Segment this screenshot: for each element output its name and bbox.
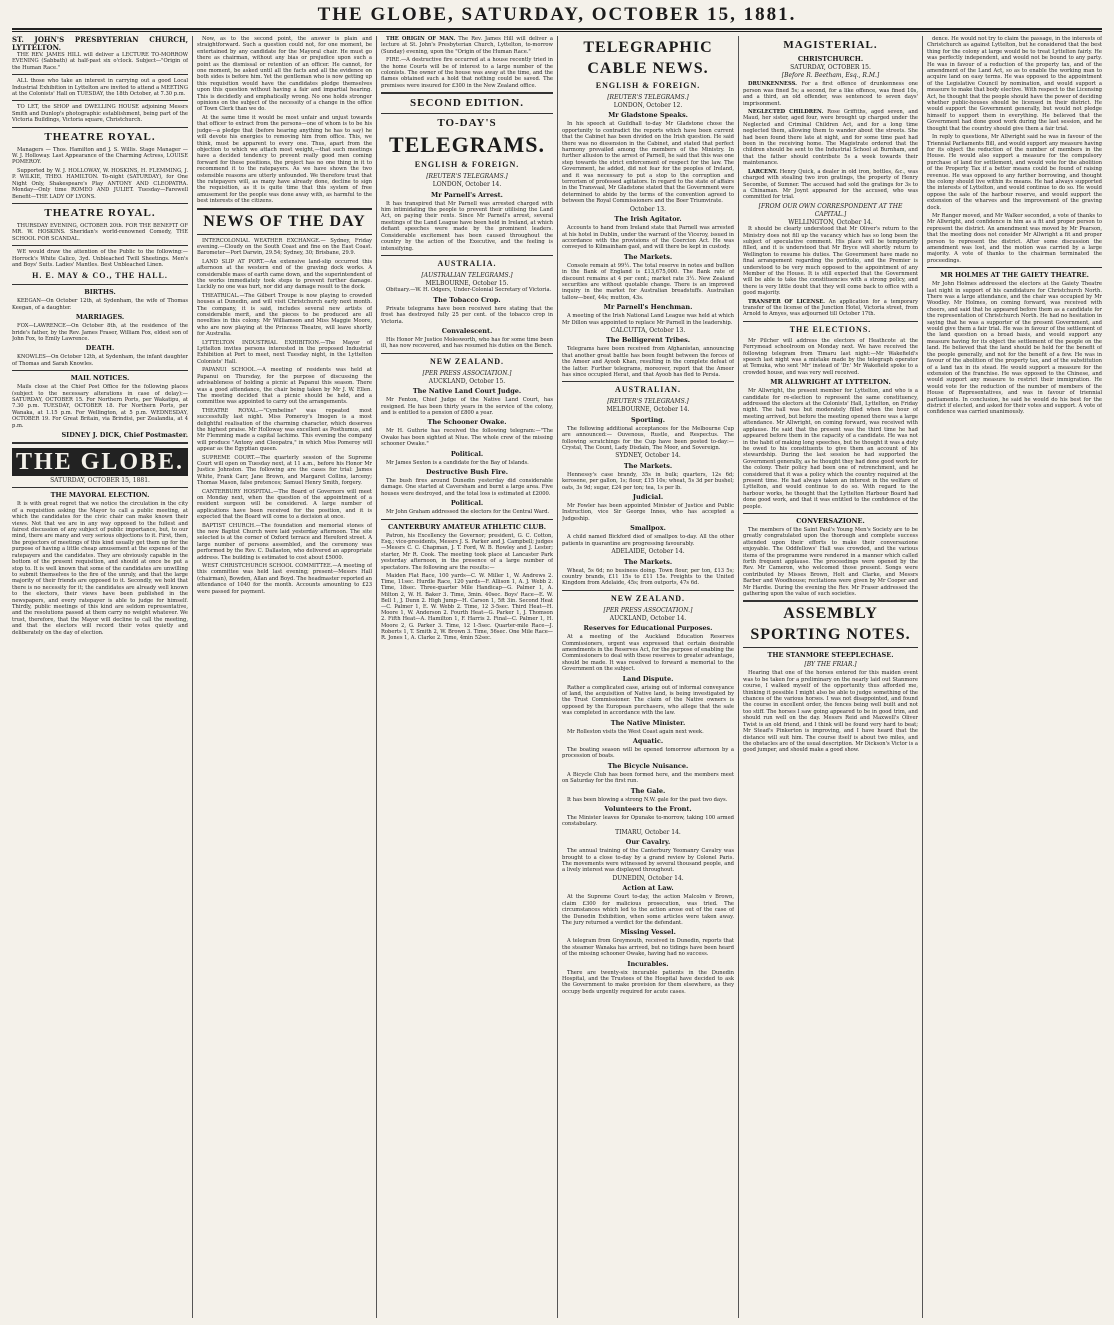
subheading: Judicial. bbox=[632, 493, 664, 502]
dateline: WELLINGTON, October 14. bbox=[788, 218, 873, 226]
origin-of-man-notice: THE ORIGIN OF MAN. The Rev. James Hill will deliver a lecture at St. John's Presbyterian Church, Lyttelton, to-morrow (Sunday) evening, upon the "Origin of the Human Race." bbox=[381, 36, 553, 55]
article-body: Patron, his Excellency the Governor; president, G. C. Cotton, Esq.; vice-presidents, Messrs J. S. Parker and J. Campbell; judges—Messrs C. C. Chapman, J. T. Ford, W. B. Rowley and J. Lester; starter, Mr R. Cook. The meeting took place at Lancaster Park yesterday afternoon, in the presence of a large number of spectators. The following are the results:— bbox=[381, 532, 553, 571]
court-case: LARCENY. Henry Quick, a dealer in old iron, bottles, &c., was charged with stealing two iron gratings, the property of Henry Secombe, of Sumner. The accused had sold the gratings for 3s to a Chinaman. Mr Joynt appeared for the accused, who was committed for trial. bbox=[743, 168, 918, 201]
article-body: At the Supreme Court to-day, the action Malcolm v Brown, claim £300 for malicious prosecution, was tried. The circumstances which led to the action arose out of the case of the Dunedin Exhibition, when some articles were taken away. The jury returned a verdict for the defendant. bbox=[562, 894, 734, 926]
telegraphic-heading: TELEGRAPHIC bbox=[583, 39, 713, 56]
theatre-royal-ad-title: THEATRE ROYAL. bbox=[44, 130, 156, 143]
correspondent-tag: [FROM OUR OWN CORRESPONDENT AT THE CAPITAL.] bbox=[758, 202, 903, 218]
article-body: Hennessy's case brandy, 35s in bulk; quarters, 12s 6d; kerosene, per gallon, 1s; flour, £15 10s; wheat, 5s 3d per bushel; oats, 3s 9d; sugar, £24 per ton; tea, 1s per lb. bbox=[562, 471, 734, 491]
article-body: In reply to questions, Mr Allwright said he was in favour of the Triennial Parliaments Bill, and would support any measure having for its object the reduction of the number of members in the House. He would also support a measure for the compulsory purchase of land for settlement, and would vote for the abolition of the Property Tax if a better means could be found of raising revenue. He was opposed to any further borrowing, and thought the colony should live within its means. He had always supported the interests of Lyttelton, and would continue to do so. He would oppose the sale of the harbour reserve, and would support the extension of the wharves and the improvement of the graving dock. bbox=[927, 134, 1102, 211]
subheading: Our Cavalry. bbox=[625, 838, 671, 847]
article-body: It has been blowing a strong N.W. gale for the past two days. bbox=[567, 796, 728, 803]
subheading: The Gale. bbox=[630, 786, 666, 795]
subheading: The Markets. bbox=[623, 252, 673, 261]
dateline: AUCKLAND, October 14. bbox=[609, 614, 687, 622]
subheading: Political. bbox=[450, 449, 484, 458]
reuters-tag: [REUTER'S TELEGRAMS.] bbox=[607, 94, 689, 101]
article-body: Wheat, 5s 6d; no business doing. Town flour, per ton, £13 5s; country brands, £11 15s to £11 15s. Freights to the United Kingdom from Adelaide, 45s; from outports, 47s 6d. bbox=[562, 567, 734, 587]
article-body: Hearing that one of the horses entered for this maiden event was to be taken for a preliminary on the nearly laid out Stanmore course, I walked myself of the opportunity thus afforded me, thinking it possible I might also be able to judge something of the chances of the various horses. I was not disappointed, and found the course in excellent order, the fences being well built and not too stiff. The horses I saw going appeared to be in good trim, and should run well on the day. Messrs Reid and Maxwell's Oliver Twist is an old friend, and I think will be found very hard to beat; Mr Stead's Pinkerton is improving, and I have heard that the distance will suit him. The course itself is about two miles, and the obstacles are of the usual description. Mr Dickson's Victor is a good jumper, and should make a good show. bbox=[743, 670, 918, 754]
article-body: A child named Bickford died of smallpox to-day. All the other patients in quarantine are progressing favourably. bbox=[562, 534, 734, 547]
leader-title: THE MAYORAL ELECTION. bbox=[50, 491, 150, 500]
court-case: TRANSFER OF LICENSE. An application for a temporary transfer of the license of the Junction Hotel, Victoria street, from Arnold to Amyes, was adjourned till October 17th. bbox=[743, 298, 918, 318]
dateline: ADELAIDE, October 14. bbox=[611, 548, 685, 556]
article-body: Accounts to hand from Ireland state that Parnell was arrested at his hotel in Dublin, under the warrant of the Viceroy, issued in accordance with the provisions of the Coercion Act. He was conveyed to Kilmainham gaol, and will there be kept in custody. bbox=[562, 225, 734, 251]
article-body: Mr Pilcher will address the electors of Heathcote at the Ferrymead schoolroom on Monday next. We have received the following telegram from Timaru last night:—Mr Wakefield's speech last night was a mistake made by the telegraph operator at Temuka, who sent 'Mr' instead of 'Dr.' Mr Wakefield spoke to a crowded house, and was very well received. bbox=[743, 337, 918, 376]
drapery-ad: WE would draw the attention of the Public to the following:— Horrock's White Calico, 3yd. Unbleached Twill Sheetings. Men's and Boys' Suits. Ladies' Mantles. Best Unbleached Linen. bbox=[12, 249, 188, 268]
article-body: It has transpired that Mr Parnell was arrested charged with him intimidating the people to prevent their utilising the Land Act, on paying their rents. Since Mr Parnell's arrest, several meetings of the Land League have been held in Ireland, at which defiant speeches were made by the prominent leaders. Considerable excitement has been caused throughout the country by the action of the Executive, and the feeling is intensifying. bbox=[381, 200, 553, 252]
theatre-cast: Supported by W. J. HOLLOWAY, W. HOSKINS, H. FLEMMING, J. P. WILKIE, THEO. HAMILTON. To-night (SATURDAY), for One Night Only, Shakespeare's Play ANTONY AND CLEOPATRA. Monday—Only time ROMEO AND JULIET. Tuesday—Farewell Benefit—THE LADY OF LYONS. bbox=[12, 167, 188, 200]
exhibition-ad-body: ALL those who take an interest in carrying out a good Local Industrial Exhibition in Lyttelton are invited to attend a MEETING at the Colonists' Hall on TUESDAY, the 18th October, at 7.30 p.m. bbox=[12, 78, 188, 98]
dateline: DUNEDIN, October 14. bbox=[612, 874, 684, 882]
dateline: October 13. bbox=[629, 205, 666, 213]
dateline: SATURDAY, OCTOBER 15. bbox=[790, 64, 871, 71]
column-2 bbox=[197, 36, 372, 1318]
article-body: Mr James Sexton is a candidate for the Bay of Islands. bbox=[386, 459, 529, 466]
article-body: dence. He would not try to claim the passage, in the interests of Christchurch as against Lyttelton, but he considered that the best thing for the colony at large would be to treat Lyttelton fairly. He was perfectly independent, and would not be bound to any party. He was in favour of a reduction of the property tax, and of the amendment of the Land Act, so as to enable the working man to acquire land on easy terms. He was opposed to the appointment of the Legislative Council by nomination, and would support a measure to make that body elective. With respect to the Licensing Act, he thought that the people should have the power of deciding whether public-houses should be licensed in their district. He would support the Government generally, but would not pledge himself to support them in everything. He believed that the Government had done good work during the last session, and he thought that the country should give them a fair trial. bbox=[927, 36, 1102, 132]
column-divider bbox=[922, 36, 923, 1318]
news-item: SUPREME COURT.—The quarterly session of the Supreme Court will open on Tuesday next, at 11 a.m., before his Honor Mr Justice Johnston. The following are the cases for trial: James White, Frank Carr, Jane Brown, and Margaret Collins, larceny; Thomas Mason, false pretences; Samuel Henry Smith, forgery. bbox=[197, 454, 372, 487]
subheading: The Markets. bbox=[623, 461, 673, 470]
athletic-club-heading: CANTERBURY AMATEUR ATHLETIC CLUB. bbox=[388, 522, 546, 531]
article-body: His Honor Mr Justice Molesworth, who has for some time been ill, has now recovered, and has resumed his duties on the Bench. bbox=[381, 336, 553, 350]
new-zealand-heading: NEW ZEALAND. bbox=[610, 593, 686, 603]
subheading: Reserves for Educational Purposes. bbox=[583, 624, 713, 633]
subheading: Convalescent. bbox=[441, 326, 493, 335]
dateline: MELBOURNE, October 15. bbox=[425, 279, 509, 287]
masthead: THE GLOBE, SATURDAY, OCTOBER 15, 1881. bbox=[317, 4, 797, 25]
subheading: The Belligerent Tribes. bbox=[605, 336, 691, 345]
subheading: Land Dispute. bbox=[622, 674, 674, 683]
dateline: MELBOURNE, October 14. bbox=[606, 406, 690, 414]
subheading: Mr Gladstone Speaks. bbox=[608, 111, 688, 120]
column-divider bbox=[738, 36, 739, 1318]
article-body: The following additional acceptances for the Melbourne Cup are announced:— Ouvenous, Rustle, and Respectus. The following scratchings for the Cup have been posted to-day:—Crystal, The Count, Lady Disdain, The Moor, and Sovereign. bbox=[562, 425, 734, 452]
english-foreign-heading: ENGLISH & FOREIGN. bbox=[414, 160, 520, 170]
subheading: The Native Minister. bbox=[610, 718, 686, 727]
merchant-name: H. E. MAY & CO., THE HALL. bbox=[32, 271, 168, 281]
theatre-royal-benefit-title: THEATRE ROYAL. bbox=[44, 206, 156, 219]
article-body: Rather a complicated case, arising out of informal conveyance of land, the acquisition of Native land, is being investigated by the Trust Commissioner. The claim of the Native owners is opposed by the European purchasers, who allege that the sale was completed in accordance with the law. bbox=[562, 684, 734, 717]
dateline: SYDNEY, October 14. bbox=[615, 452, 681, 460]
dateline: CALCUTTA, October 13. bbox=[610, 326, 686, 334]
leader-continued: Now, as to the second point, the answer is plain and straightforward. Such a question could not, for one moment, be entertained by any candidate for the Mayoral chair. He must go there as chairman, without any bias or prejudice upon such a point as the dismissal or retention of an officer. He cannot, for one moment, be asked until all the facts and all the evidence on both sides is before him. Yet the gentleman who is now getting up this requisition would have the candidates pledge themselves upon this question without having a fair and impartial hearing. This is decidedly and emphatically wrong. No one holds stronger opinions on the subject of the necessity of a change in the office of Town Clerk than we do. bbox=[197, 36, 372, 113]
subheading: Volunteers to the Front. bbox=[604, 805, 692, 814]
article-body: A meeting of the Irish National Land League was held at which Mr Dillon was appointed to replace Mr Parnell in the leadership. bbox=[562, 313, 734, 326]
subheading: Sporting. bbox=[630, 415, 665, 424]
dateline: AUCKLAND, October 15. bbox=[428, 377, 506, 385]
dateline: LONDON, October 14. bbox=[432, 181, 502, 189]
column-1 bbox=[12, 36, 188, 1318]
subheading: Missing Vessel. bbox=[620, 928, 676, 937]
article-body: It should be clearly understood that Mr Oliver's return to the Ministry does not fill up the vacancy which has so long been the subject of speculative comment. His place will be temporarily filled, and it is understood that Mr Bryce will shortly return to Wellington to resume his duties. The Government have made no final arrangement regarding the portfolio, and the Premier is understood to be very much opposed to the appointment of any Member of the House. It is still expected that the Government will be able to take the constituencies with a strong policy, and there is very little doubt that they will come back to office with a good majority. bbox=[743, 226, 918, 297]
news-item: THEATRE ROYAL.—"Cymbeline" was repeated most successfully last night. Miss Pomeroy's Imogen is a most delightful realisation of the charming character, which deserves the highest praise. Mr Holloway was excellent as Posthumus, and Mr Flemming made a capital Iachimo. This evening the company will produce "Antony and Cleopatra," in which Miss Pomeroy will appear as the Egyptian queen. bbox=[197, 407, 372, 453]
article-body: There are twenty-six incurable patients in the Dunedin Hospital, and the Trustees of the Hospital have decided to ask the Government to make provision for them elsewhere, as they occupy beds urgently required for acute cases. bbox=[562, 969, 734, 995]
byline: [BY THE FRIAR.] bbox=[804, 661, 857, 669]
shop-to-let-ad: TO LET, the SHOP and DWELLING HOUSE adjoining Messrs Smith and Dunlop's photographic establishment, being part of the Victoria Buildings, Victoria square, Christchurch. bbox=[12, 104, 188, 124]
article-body: A Bicycle Club has been formed here, and the members meet on Saturday for the first run. bbox=[562, 771, 734, 785]
news-item: CANTERBURY HOSPITAL.—The Board of Governors will meet on Monday next, when the question of the appointment of a resident surgeon will be considered. A large number of applications have been received for the position, and it is expected that the Board will come to a decision at once. bbox=[197, 488, 372, 521]
subheading: The Tobacco Crop. bbox=[433, 295, 501, 304]
article-body: Console remain at 99½. The total reserve in notes and bullion in the Bank of England is £13,675,000. The Bank rate of discount remains at 4 per cent.; market rate 3½. New Zealand securities are without quotable change. There is an improved inquiry in the market for Australian breadstuffs. Australian tallow—beef, 44s; mutton, 43s. bbox=[562, 262, 734, 301]
dateline: TIMARU, October 14. bbox=[615, 828, 681, 836]
globe-date: SATURDAY, OCTOBER 15, 1881. bbox=[50, 477, 150, 485]
article-body: Private telegrams have been received here stating that the frost has destroyed fully 25 per cent. of the tobacco crop in Victoria. bbox=[381, 305, 553, 325]
deaths-notice: KNOWLES—On October 12th, at Sydenham, the infant daughter of Thomas and Sarah Knowles. bbox=[12, 354, 188, 367]
article-body: Mr Allwright, the present member for Lyttelton, and who is a candidate for re-election to represent the same constituency, addressed the electors at the Colonists' Hall, Lyttelton, on Friday night. The hall was but moderately filled when the hour of meeting arrived, but before the meeting opened there was a large attendance. Mr Allwright, on coming forward, was received with applause. He said that the present was the third time he had appeared before them in the capacity of a candidate. He was not in the habit of making long speeches, but he thought it was a duty he owed to his constituents to give them an account of his stewardship. During the last session he had supported the Government generally, as he thought they had done good work for the colony. Their policy had been one of retrenchment, and he considered that it was a policy which the country required at the present time. He had always taken an interest in the welfare of Lyttelton, and would continue to do so. With regard to the harbour works, he thought that the Lyttelton Harbour Board had done good work, and that it was entitled to the confidence of the people. bbox=[743, 388, 918, 510]
column-divider bbox=[376, 36, 377, 1318]
mail-notices-body: Mails close at the Chief Post Office for the following places (subject to the necessary alterations in case of delay):— SATURDAY, OCTOBER 15. For Northern Ports, per Wakatipu, at 7.30 p.m. TUESDAY, OCTOBER 18. For Northern Ports, per Wanaka, at 1.15 p.m. For Wellington, at 5 p.m. WEDNESDAY, OCTOBER 19. For Great Britain, via Brindisi, per Zealandia, at 4 p.m. bbox=[12, 384, 188, 429]
masthead-rule-secondary bbox=[12, 31, 1102, 32]
column-6 bbox=[927, 36, 1102, 1318]
article-body: The members of the Saint Paul's Young Men's Society are to be greatly congratulated upon the thorough and complete success attended upon their efforts to make their conversazione enjoyable. The Oddfellows' Hall was crowded, and the various items of the programme were rendered in a manner which called forth frequent applause. The proceedings were opened by the Rev. Mr Cameron, who welcomed those present. Songs were contributed by Misses Brown, Holt and Clarke, and Messrs Barber and Woodhouse; recitations were given by Mr Cooper and Mr Hardie. During the evening the Rev. Mr Fraser addressed the gathering upon the value of such societies. bbox=[743, 526, 918, 598]
australia-heading: AUSTRALIA. bbox=[437, 258, 497, 268]
subheading: The Irish Agitator. bbox=[614, 215, 682, 224]
news-item: PAPANUI SCHOOL.—A meeting of residents was held at Papanui on Thursday, for the purpose of discussing the advisableness of holding a picnic at Papanui this season. There was a good attendance, the chair being taken by Mr J. W. Ellen. The meeting decided that a picnic should be held, and a committee was appointed to carry out the arrangements. bbox=[197, 367, 372, 406]
marriages-notice: FOX—LAWRENCE—On October 8th, at the residence of the bride's father, by the Rev. James Fraser, William Fox, eldest son of John Fox, to Emily Lawrence. bbox=[12, 323, 188, 342]
column-4 bbox=[562, 36, 734, 1318]
news-of-the-day-heading: NEWS OF THE DAY bbox=[203, 212, 366, 230]
church-ad-body: THE REV. JAMES HILL will deliver a LECTURE TO-MORROW EVENING (Sabbath) at half-past six o'clock. Subject—"Origin of the Human Race." bbox=[12, 52, 188, 71]
telegrams-heading: TELEGRAMS. bbox=[388, 132, 546, 158]
masthead-rule bbox=[12, 28, 1102, 30]
telegrams-tag: [AUSTRALIAN TELEGRAMS.] bbox=[421, 271, 513, 279]
subheading: Aquatic. bbox=[632, 737, 664, 745]
race-results: Maiden Flat Race, 100 yards—C. W. Miller 1, W. Andrews 2. Time, 11sec. Hurdle Race, 120 yards—F. Allison 1, A. J. Webb 2. Time, 18sec. Three-quarter Mile Handicap—G. Palmer 1, A. Milton 2, W. H. Baker 3. Time, 3min. 40sec. Boys' Race—E. W. Bell 1, J. Dunn 2. High Jump—H. Carson 1, 5ft 3in. Second Heat—C. Palmer 1, E. W. Webb 2. Time, 12 3-5sec. Third Heat—H. Moore 1, W. Anderson 2. Fourth Heat—G. Parker 1, J. Thomson 2. Fifth Heat—A. Hamilton 1, F. Harris 2. Final—C. Palmer 1, H. Moore 2, G. Parker 3. Time, 12 1-5sec. Quarter-mile Race—J. Roberts 1, T. Smith 2, W. Brown 3. Time, 56sec. One Mile Race—R. Jones 1, A. Clarke 2. Time, 4min 52sec. bbox=[381, 573, 553, 642]
leader-body: It is with great regret that we notice the circulation in the city of a requisition asking the Mayor to call a public meeting, at which the candidates for the civic chair can make known their views. Not that we are in any way opposed to the fullest and fairest discussion of any subject of public importance, but, to our mind, there are many and very serious objections to it. First, then, the projectors of meetings of this kind usually get them up for the purpose of having a little cheap amusement at the expense of the ratepayers and the candidates. They are obviously capable in the bottom of the present requisition, and should at once be put a stop to. It is well known that some of the candidates are unwilling to submit themselves to the fire of the unruly, and that the large majority of their friends are opposed to it. Secondly, we hold that there is no necessity for it; the candidates are already well known to the electors, their views have been published in the newspapers, and every ratepayer is able to judge for himself. Thirdly, public meetings of this kind are seldom representative, and the resolutions passed at them carry no weight whatever. We trust, therefore, that the Mayor will decline to call the meeting, and that the electors will record their votes quietly and deliberately on the day of election. bbox=[12, 501, 188, 636]
column-divider bbox=[192, 36, 193, 1318]
subheading: Mr Parnell's Henchman. bbox=[603, 303, 693, 312]
reuters-tag: [REUTER'S TELEGRAMS.] bbox=[426, 173, 508, 181]
magisterial-heading: MAGISTERIAL. bbox=[783, 39, 878, 51]
subheading: Mr Parnell's Arrest. bbox=[431, 190, 503, 199]
subheading: Incurables. bbox=[627, 959, 669, 968]
subheading: Destructive Bush Fire. bbox=[426, 468, 508, 476]
article-body: Mr John Holmes addressed the electors at the Gaiety Theatre last night in support of his candidature for Christchurch North. There was a large attendance, and the chair was occupied by Mr Woodley. Mr Holmes, on coming forward, was received with cheers, and said that he appeared before them as a candidate for the representation of Christchurch North. He had no hesitation in saying that he was a supporter of the present Government, and would give them a fair trial. He was in favour of the settlement of the land question on a broad basis, and would support any measure having for its object the settlement of the people on the land. He believed that the land should be held for the benefit of the people generally, and not for the benefit of a few. He was in favour of the abolition of the property tax, and of the substitution of a land tax in its stead. He would support a measure for the extension of the franchise. He was opposed to the Chinese, and would support any measure to restrict their immigration. He would vote for the reduction of the number of members of the House of Representatives, and was in favour of triennial parliaments. In conclusion, he said he would do his best for the district if elected, and asked for their votes and support. A vote of confidence was carried unanimously. bbox=[927, 281, 1102, 416]
article-body: Mr Fenton, Chief Judge of the Native Land Court, has resigned. He has been thirty years in the service of the colony, and is entitled to a pension of £800 a year. bbox=[381, 397, 553, 416]
subheading: MR HOLMES AT THE GAIETY THEATRE. bbox=[940, 271, 1089, 280]
article-body: Mr John Graham addressed the electors for the Central Ward. bbox=[386, 509, 550, 516]
church-ad-title: ST. JOHN'S PRESBYTERIAN CHURCH, LYTTELTON. bbox=[12, 36, 188, 52]
todays-heading: TO-DAY'S bbox=[437, 117, 497, 130]
press-association-tag: [PER PRESS ASSOCIATION.] bbox=[422, 369, 512, 377]
article-body: In his speech at Guildhall to-day Mr Gladstone chose the opportunity to contradict the reports which have been current that the Cabinet has been divided on the Irish question. He said there was no dissension in the Cabinet, and stated that perfect harmony prevailed among the members of the Ministry. In further allusion to the arrest of Parnell, he said that this was one step towards the strict enforcement of respect for the law. The Government, he added, did not fear for the peoples of Ireland, and it was necessary to put a stop to the corruption and terrorism of professed agitators. In regard to the state of affairs in the Transvaal, Mr Gladstone stated that the Government were determined to abide by the terms of the convention agreed to between the Royal Commissioners and the Boer Triumvirate. bbox=[562, 121, 734, 205]
marriages-heading: MARRIAGES. bbox=[75, 313, 125, 322]
conversazione-heading: CONVERSAZIONE. bbox=[796, 516, 865, 525]
assembly-heading: ASSEMBLY bbox=[783, 605, 878, 623]
news-item: WEST CHRISTCHURCH SCHOOL COMMITTEE.—A meeting of this committee was held last evening; present—Messrs Hall (chairman), Bowden, Allan and Boyd. The headmaster reported an attendance of 1040 for the month. Accounts amounting to £23 were passed for payment. bbox=[197, 563, 372, 595]
article-body: Telegrams have been received from Afghanistan, announcing that another great battle has been fought between the forces of the Ameer and Ayoob Khan, resulting in the complete defeat of the latter. Further telegrams, moreover, report that the Ameer has since occupied Herat, and that Ayoob has fled to Persia. bbox=[562, 346, 734, 378]
column-divider bbox=[557, 36, 558, 1318]
article-body: Mr H. Guthrie has received the following telegram:—"The Owake has been sighted at Niue. The whole crew of the missing schooner Owake." bbox=[381, 428, 553, 448]
article-body: Mr Fowler has been appointed Minister of Justice and Public Instruction, vice Sir George Innes, who has accepted a Judgeship. bbox=[562, 503, 734, 522]
article-body: Obituary.—W. H. Odgers, Under-Colonial Secretary of Victoria. bbox=[386, 287, 552, 294]
news-item: LAND SLIP AT PORT.—An extensive land-slip occurred this afternoon at the western end of the graving dock works. A considerable mass of earth came down, and the superintendent of the works immediately took steps to prevent further damage. Luckily no one was hurt, nor did any damage result to the dock. bbox=[197, 258, 372, 291]
article-body: At a meeting of the Auckland Education Reserves Commissioners, urgent was expressed that certain desirable amendments in the Reserves Act, for the purpose of enabling the Commissioners to deal with these reserves to greater advantage, should be made. It was resolved to forward a memorial to the Government on the subject. bbox=[562, 634, 734, 673]
australian-heading: AUSTRALIAN. bbox=[615, 385, 681, 395]
theatre-benefit-body: THURSDAY EVENING, OCTOBER 20th. FOR THE BENEFIT OF MR. W. HOSKINS. Sheridan's world-renowned Comedy, THE SCHOOL FOR SCANDAL. bbox=[12, 222, 188, 242]
subheading: Smallpox. bbox=[630, 524, 666, 533]
news-item: THEATRICAL.—The Gilbert Troupe is now playing to crowded houses at Dunedin, and will visit Christchurch early next month. The company, it is said, includes several new artists of considerable merit, and the pieces to be produced are all novelties in this colony. Mr Williamson and Miss Maggie Moore, who are now playing at the Princess Theatre, will leave shortly for Australia. bbox=[197, 292, 372, 338]
new-zealand-heading: NEW ZEALAND. bbox=[429, 356, 505, 366]
court-bench: [Before R. Beetham, Esq., R.M.] bbox=[781, 72, 880, 80]
second-edition-heading: SECOND EDITION. bbox=[409, 97, 525, 110]
column-3 bbox=[381, 36, 553, 1318]
article-body: The bush fires around Dunedin yesterday did considerable damage. One started at Caversham and burnt a large area. Five houses were destroyed, and the total loss is estimated at £2000. bbox=[381, 478, 553, 497]
subheading: The Schooner Owake. bbox=[427, 418, 507, 427]
article-body: A telegram from Greymouth, received in Dunedin, reports that the steamer Wanaka has arrived, but no tidings have been heard of the missing schooner Owake, having had no success. bbox=[562, 938, 734, 958]
leader-continued-2: At the same time it would be most unfair and unjust towards that officer to extract from the persons—one of whom is to be his judge—a pledge that (before hearing anything he has to say) he will devote his energies to removing him from office. This, we think, must be apparent to every one. Thus, apart from the objection to which we attach most weight,—that such meetings have a decided tendency to prevent really good men coming forward for these positions, the project has no one thing in it to recommend it to the ratepayers. As we have shown the two ostensible reasons are utterly unfounded. We therefore trust that the ratepayers will, as many have already done, decline to sign the requisition, as it is quite time that this system of free amusement for the people was done away with, as harmful to the best interests of the citizens. bbox=[197, 114, 372, 205]
article-body: Mr Rolleston visits the West Coast again next week. bbox=[567, 728, 704, 735]
news-item: BAPTIST CHURCH.—The foundation and memorial stones of the new Baptist Church were laid yesterday afternoon. The site selected is at the corner of Oxford terrace and Hereford street. A large number of persons assembled, and the ceremony was performed by the Rev. C. Dallaston, who delivered an appropriate address. The building is estimated to cost about £5000. bbox=[197, 522, 372, 561]
news-item: INTERCOLONIAL WEATHER EXCHANGE.— Sydney, Friday evening.—Cloudy on the South Coast and fine on the East Coast. Barometer—Port Darwin, 29.54; Sydney, 30; Brisbane, 29.9. bbox=[197, 237, 372, 257]
globe-nameplate: THE GLOBE. bbox=[12, 448, 188, 476]
telegrams-tag: [REUTER'S TELEGRAMS.] bbox=[607, 398, 689, 406]
sporting-notes-heading: SPORTING NOTES. bbox=[750, 626, 911, 644]
births-notice: KEEGAN—On October 12th, at Sydenham, the wife of Thomas Keegan, of a daughter. bbox=[12, 298, 188, 311]
press-association-tag: [PER PRESS ASSOCIATION.] bbox=[603, 606, 693, 614]
subheading: THE STANMORE STEEPLECHASE. bbox=[767, 651, 894, 660]
fire-notice: FIRE.—A destructive fire occurred at a house recently tried in the home Courts will be of interest to a large number of the colonists. The owner of the house was away at the time, and the flames obtained such a hold that nothing could be saved. The premises were insured for £300 in the New Zealand office. bbox=[381, 57, 553, 89]
elections-heading: THE ELECTIONS. bbox=[789, 324, 872, 334]
subheading: MR ALLWRIGHT AT LYTTELTON. bbox=[770, 378, 891, 387]
subheading: The Bicycle Nuisance. bbox=[607, 761, 689, 770]
deaths-heading: DEATH. bbox=[85, 344, 115, 353]
dateline: LONDON, October 12. bbox=[613, 102, 683, 109]
births-heading: BIRTHS. bbox=[84, 288, 116, 297]
christchurch-heading: CHRISTCHURCH. bbox=[797, 55, 864, 63]
mail-notices-heading: MAIL NOTICES. bbox=[70, 374, 130, 383]
court-case: NEGLECTED CHILDREN. Rose Griffiths, aged seven, and Maud, her sister, aged four, were brought up charged under the Neglected and Criminal Children Act, and for a long time neglected them, allowing them to wander about the streets. She had been found there late at night, and for some time past had been in the receiving home. The Magistrate ordered that the children should be sent to the Industrial School at Burnham, and that the father should contribute 5s a week towards their maintenance. bbox=[743, 109, 918, 167]
subheading: Political. bbox=[450, 499, 484, 508]
court-case: DRUNKENNESS. For a first offence of drunkenness one person was fined 5s; a second, for a like offence, was fined 10s, and a third, an old offender, was sentenced to seven days' imprisonment. bbox=[743, 81, 918, 107]
article-body: The Minister leaves for Opunake to-morrow, taking 100 armed constabulary. bbox=[562, 815, 734, 828]
column-5 bbox=[743, 36, 918, 1318]
article-body: Mr Ranger moved, and Mr Walker seconded, a vote of thanks to Mr Allwright, and confidence in him as a fit and proper person to represent the district. An amendment was moved by Mr Pearson, that the meeting does not consider Mr Allwright a fit and proper person to represent the district. After some discussion the amendment was lost, and the motion was carried by a large majority. A vote of thanks to the chairman terminated the proceedings. bbox=[927, 212, 1102, 264]
theatre-managers: Managers — Thos. Hamilton and J. S. Willis. Stage Manager — W. J. Holloway. Last Appearance of the Charming Actress, LOUISE POMEROY. bbox=[12, 146, 188, 166]
subheading: Action at Law. bbox=[622, 884, 674, 893]
postmaster-signature: SIDNEY J. DICK, Chief Postmaster. bbox=[61, 431, 188, 440]
article-body: The annual training of the Canterbury Yeomanry Cavalry was brought to a close to-day by a grand review by Colonel Paris. The movements were witnessed by several thousand people, and a lively interest was displayed throughout. bbox=[562, 848, 734, 874]
article-body: The boating season will be opened tomorrow afternoon by a procession of boats. bbox=[562, 747, 734, 760]
subheading: The Native Land Court Judge. bbox=[412, 387, 522, 396]
english-foreign-heading: ENGLISH & FOREIGN. bbox=[595, 81, 701, 90]
cable-news-heading: CABLE NEWS. bbox=[587, 60, 709, 77]
news-item: LYTTELTON INDUSTRIAL EXHIBITION.—The Mayor of Lyttelton invites persons interested in the proposed Industrial Exhibition at Port to meet, next Tuesday night, in the Lyttelton Colonists' Hall. bbox=[197, 339, 372, 365]
subheading: The Markets. bbox=[623, 557, 673, 566]
